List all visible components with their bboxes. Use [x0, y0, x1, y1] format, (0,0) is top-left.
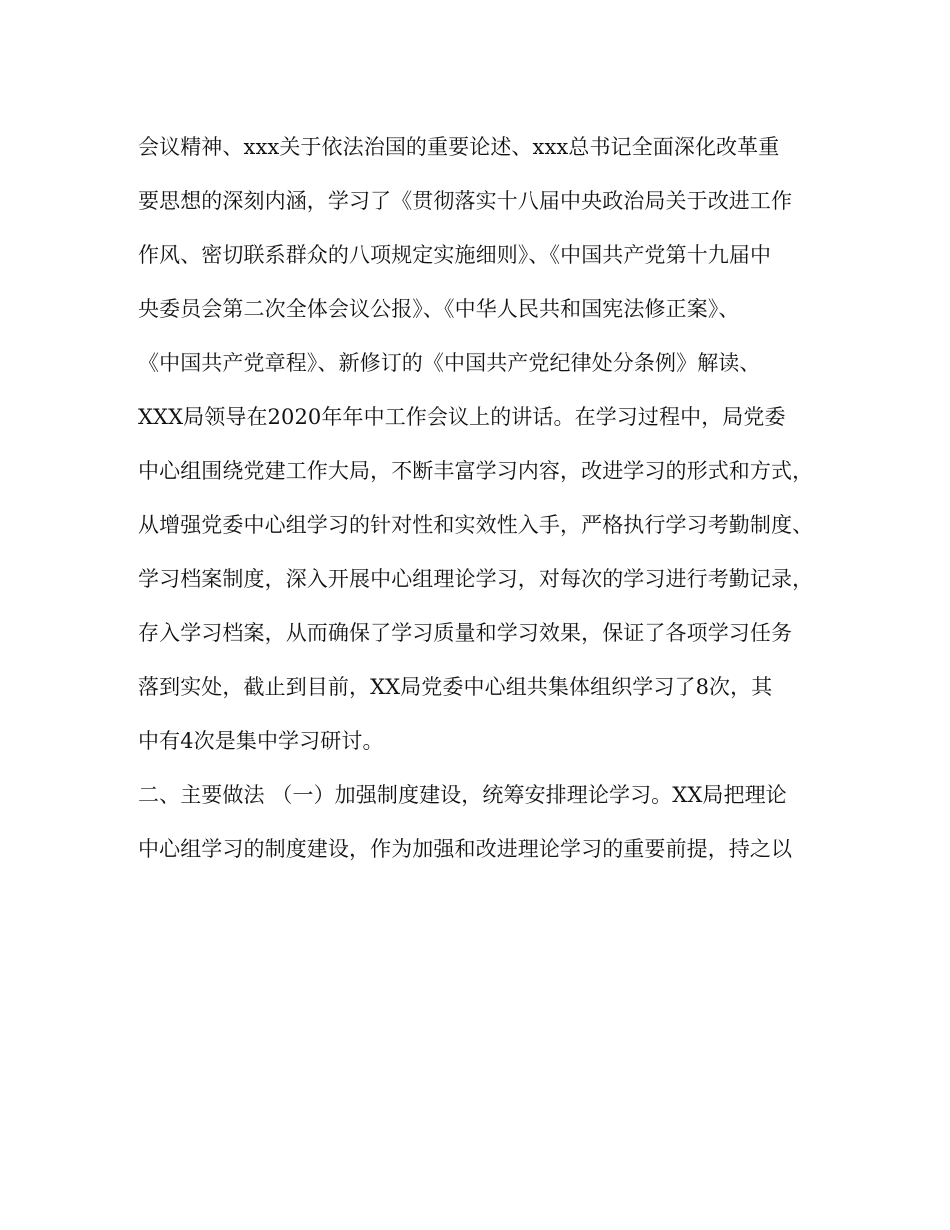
- paragraph-line-4: 央委员会第二次全体会议公报》、《中华人民共和国宪法修正案》、: [138, 297, 740, 321]
- paragraph-line-9: 学习档案制度，深入开展中心组理论学习，对每次的学习进行考勤记录，: [138, 567, 814, 591]
- paragraph-line-12: 中有4次是集中学习研讨。: [138, 729, 384, 753]
- paragraph-line-8: 从增强党委中心组学习的针对性和实效性入手，严格执行学习考勤制度、: [138, 513, 814, 537]
- paragraph-line-5: 《中国共产党章程》、新修订的《中国共产党纪律处分条例》解读、: [138, 351, 761, 375]
- paragraph-line-10: 存入学习档案，从而确保了学习质量和学习效果，保证了各项学习任务: [138, 621, 793, 645]
- section-heading-line: 二、主要做法 （一）加强制度建设，统筹安排理论学习。XX局把理论: [138, 783, 787, 807]
- paragraph-line-3: 作风、密切联系群众的八项规定实施细则》、《中国共产党第十九届中: [138, 243, 772, 267]
- paragraph-line-6: XXX局领导在2020年年中工作会议上的讲话。在学习过程中，局党委: [138, 405, 786, 429]
- paragraph-line-7: 中心组围绕党建工作大局，不断丰富学习内容，改进学习的形式和方式，: [138, 459, 814, 483]
- paragraph-line-11: 落到实处，截止到目前，XX局党委中心组共集体组织学习了8次，其: [138, 675, 773, 699]
- document-body: [138, 120, 838, 876]
- paragraph-line-2: 要思想的深刻内涵，学习了《贯彻落实十八届中央政治局关于改进工作: [138, 189, 793, 213]
- paragraph-line-14: 中心组学习的制度建设，作为加强和改进理论学习的重要前提，持之以: [138, 837, 793, 861]
- paragraph-line-1: 会议精神、xxx关于依法治国的重要论述、xxx总书记全面深化改革重: [138, 135, 780, 159]
